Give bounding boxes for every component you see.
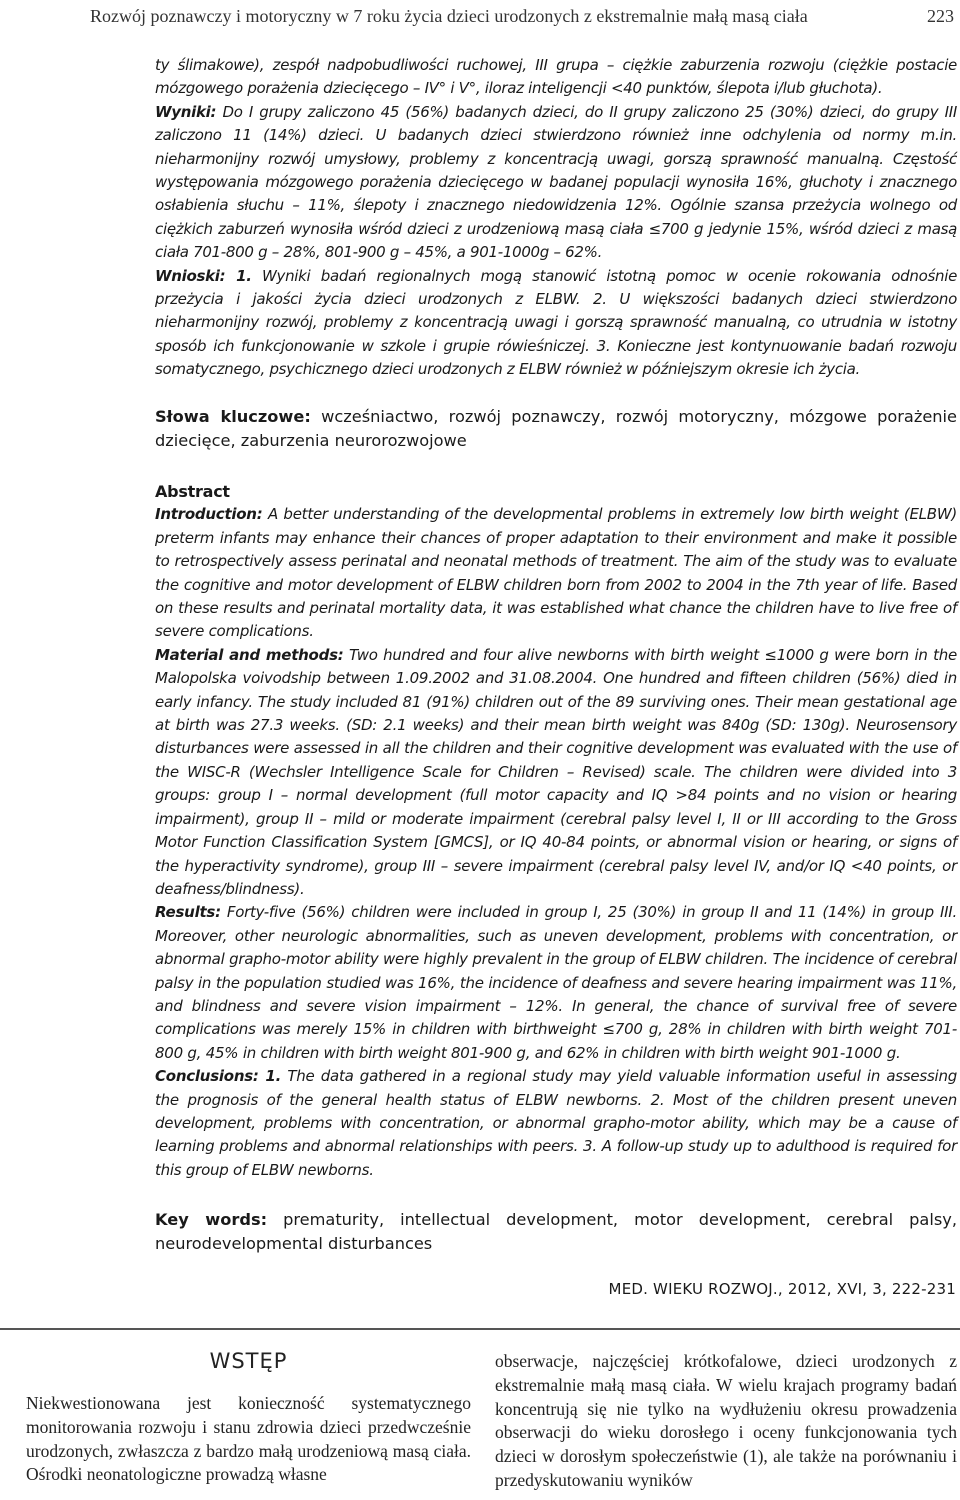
conclusions-label: Conclusions: 1. xyxy=(155,1067,282,1086)
english-keywords xyxy=(155,1208,957,1256)
polish-keywords-label: Słowa kluczowe: xyxy=(155,407,311,426)
wstep-heading: WSTĘP xyxy=(209,1349,288,1373)
english-abstract xyxy=(155,480,957,1182)
section-divider xyxy=(0,1328,960,1330)
wyniki-text: Do I grupy zaliczono 45 (56%) badanych dzieci, do II grupy zaliczono 25 (30%) dzieci, do grupy III zaliczono 11 (14%) dzieci. U badanych dzieci stwierdzono również inne odchylenia od normy m.in. nieharmonijny rozwój umysłowy, problemy z koncentracją uwagi, gorszą sprawność manualną. Częstość występowania mózgowego porażenia dziecięcego w badanej populacji wynosiła 16%, głuchoty i znacznego osłabienia słuchu – 11%, ślepoty i znacznego niedowidzenia 12%. Ogólnie szansa przeżycia wolnego od ciężkich zaburzeń wynosiła wśród dzieci z urodzeniową masą ciała ≤700 g jedynie 15%, wśród dzieci z masą ciała 701-800 g – 28%, 801-900 g – 45%, a 901-1000g – 62%. xyxy=(155,102,958,262)
results-text: Forty-five (56%) children were included in group I, 25 (30%) in group II and 11 (14%) in group III. Moreover, other neurologic abnormalities, such as uneven development, problems with concentration, or abnormal grapho-motor ability were highly prevalent in the group of ELBW children. The incidence of cerebral palsy in the population studied was 16%, the incidence of deafness and severe hearing impairment was 11%, and blindness and severe vision impairment – 12%. In general, the chance of survival free of severe complications was merely 15% in children with birthweight ≤700 g, 28% in children with birth weight 701-800 g, 45% in children with birth weight 801-900 g, and 62% in children with birth weight 901-1000 g. xyxy=(155,903,957,1062)
english-keywords-text: prematurity, intellectual development, motor development, cerebral palsy, neurodevelopmental disturbances xyxy=(155,1210,957,1254)
results-label: Results: xyxy=(155,903,221,922)
abstract-heading: Abstract xyxy=(155,482,230,501)
wstep-right-text: obserwacje, najczęściej krótkofalowe, dzieci urodzonych z ekstremalnie małą masą ciała. W wielu krajach programy badań koncentrują się nie tylko na wydłużeniu okresu prowadzenia obserwacji do wieku dorosłego i oceny funkcjonowania tych dzieci w dorosłym społeczeństwie (1), ale także na porównaniu i przedyskutowaniu wyników xyxy=(495,1351,957,1490)
wstep-left-column xyxy=(26,1350,471,1487)
methods-label: Material and methods: xyxy=(155,645,344,664)
running-header xyxy=(90,6,954,30)
conclusions-text: The data gathered in a regional study may yield valuable information useful in assessing the prognosis of the general health status of ELBW newborns. 2. Most of the children present uneven development, problems with concentration, or abnormal grapho-motor ability, which may be a cause of learning problems and abnormal relationships with peers. 3. A follow-up study up to adulthood is required for this group of ELBW newborns. xyxy=(155,1067,957,1179)
abstract-body xyxy=(155,503,957,1182)
polish-keywords xyxy=(155,405,957,453)
introduction-label: Introduction: xyxy=(155,505,263,524)
wstep-right-column xyxy=(495,1350,957,1493)
wyniki-label: Wyniki: xyxy=(155,102,217,121)
journal-citation: MED. WIEKU ROZWOJ., 2012, XVI, 3, 222-231 xyxy=(608,1280,956,1298)
running-title: Rozwój poznawczy i motoryczny w 7 roku życia dzieci urodzonych z ekstremalnie małą masą ciała xyxy=(90,6,808,26)
methods-text: Two hundred and four alive newborns with birth weight ≤1000 g were born in the Malopolska voivodship between 1.09.2002 and 31.08.2004. One hundred and fifteen children (56%) died in early infancy. The study included 81 (91%) children out of the 89 surviving ones. Their mean gestational age at birth was 27.3 weeks. (SD: 2.1 weeks) and their mean birth weight was 840g (SD: 130g). Neurosensory disturbances were assessed in all the children and their cognitive development was evaluated with the use of the WISC-R (Wechsler Intelligence Scale for Children – Revised) scale. The children were divided into 3 groups: group I – normal development (full motor capacity and IQ >84 points and no vision or hearing impairment), group II – mild or moderate impairment (cerebral palsy level I, II or III according to the Gross Motor Function Classification System [GMCS], or IQ 40-84 points, or abnormal vision or hearing, or signs of the hyperactivity syndrome), group III – severe impairment (cerebral palsy level IV, and/or IQ <40 points, or deafness/blindness). xyxy=(155,645,957,898)
introduction-text: A better understanding of the developmental problems in extremely low birth weight (ELBW) preterm infants may enhance their chances of proper adaptation to their environment and make it possible to retrospectively assess perinatal and neonatal methods of treatment. The aim of the study was to evaluate the cognitive and motor development of ELBW children born from 2002 to 2004 in the 7th year of life. Based on these results and perinatal mortality data, it was established what chance the children have to live free of severe complications. xyxy=(155,505,957,641)
methods-continued-text: ty ślimakowe), zespół nadpobudliwości ruchowej, III grupa – ciężkie zaburzenia rozwoju (ciężkie postacie mózgowego porażenia dziecięcego – IV° i V°, iloraz inteligencji <40 punktów, ślepota i/lub głuchota). xyxy=(155,56,957,98)
wnioski-label: Wnioski: 1. xyxy=(155,266,252,285)
english-keywords-label: Key words: xyxy=(155,1210,268,1229)
wstep-left-text: Niekwestionowana jest konieczność systematycznego monitorowania rozwoju i stanu zdrowia dzieci przedwcześnie urodzonych, zwłaszcza z bardzo małą urodzeniową masą ciała. Ośrodki neonatologiczne prowadzą własne xyxy=(26,1393,471,1485)
polish-abstract xyxy=(155,54,957,382)
wnioski-text: Wyniki badań regionalnych mogą stanowić istotną pomoc w ocenie rokowania odnośnie przeżycia i jakości życia dzieci urodzonych z ELBW. 2. U większości badanych dzieci stwierdzono nieharmonijny rozwój, problemy z koncentracją uwagi i gorszą sprawność manualną, co utrudnia w istotny sposób ich funkcjonowanie w szkole i grupie rówieśniczej. 3. Konieczne jest kontynuowanie badań rozwoju somatycznego, psychicznego dzieci urodzonych z ELBW również w późniejszym okresie ich życia. xyxy=(155,266,958,379)
polish-keywords-text: wcześniactwo, rozwój poznawczy, rozwój motoryczny, mózgowe porażenie dziecięce, zaburzenia neurorozwojowe xyxy=(155,407,957,451)
page-number: 223 xyxy=(927,6,954,26)
